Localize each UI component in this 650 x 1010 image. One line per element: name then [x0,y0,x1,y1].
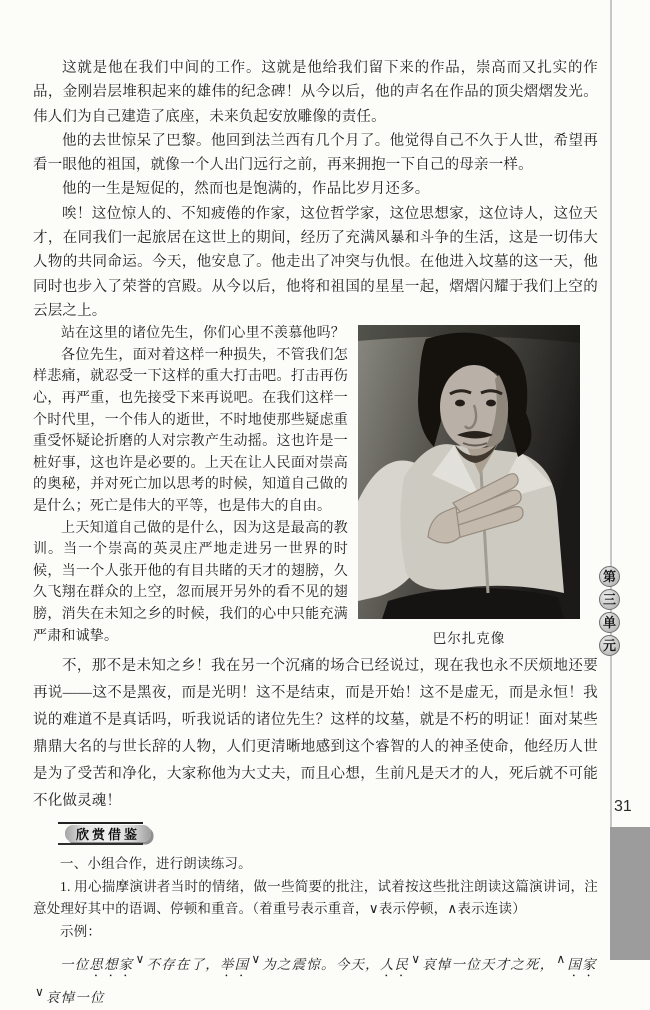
pause-mark: ∨ [411,952,421,967]
unit-badge-label: 单 [602,615,616,630]
paragraph: 上天知道自己做的是什么，因为这是最高的教训。当一个崇高的英灵庄严地走进另一世界的时候，当一个人张开他的有目共睹的天才的翅膀，久久飞翔在群众的上空，忽而展开另外的看不见的翅膀，消失在未知之乡的时候，我们的心中只能充满严肃和诚挚。 [33,520,348,644]
example-text: 举国 [219,957,250,973]
pause-mark: ∨ [35,985,44,1000]
sidebar-rule [610,0,612,827]
example-label: 示例： [60,923,102,939]
pause-mark: ∨ [251,952,261,967]
unit-badge [599,589,620,610]
corner-block [610,827,650,960]
example-text: 思想家 [89,957,134,973]
section-banner [55,822,185,847]
paragraph: 各位先生，面对着这样一种损失，不管我们怎样悲痛，就忍受一下这样的重大打击吧。打击再伤心，再严重，也先接受下来再说吧。在我们这样一个时代里，一个伟人的逝世，不时地使那些疑虑重重受怀疑论折磨的人对宗教产生动摇。这也许是一桩好事，这也许是必要的。上天在让人民面对崇高的奥秘，并对死亡加以思考的时候，知道自己做的是什么；死亡是伟大的平等，也是伟大的自由。 [33,347,348,515]
example-text: 不存在了， [146,957,220,973]
unit-tab [599,566,622,658]
page-number: 31 [614,798,632,815]
paragraph: 他的去世惊呆了巴黎。他回到法兰西有几个月了。他觉得自己不久于人世，希望再看一眼他的祖国，就像一个人出门远行之前，再来拥抱一下自己的母亲一样。 [33,132,598,174]
pause-mark: ∨ [135,952,145,967]
paragraph: 站在这里的诸位先生，你们心里不羡慕他吗？ [61,326,345,342]
example-text: 为之震惊。今天， [262,957,380,973]
example-text: 哀悼一位 [45,990,105,1006]
unit-badge [599,635,620,656]
banner-title: 欣赏借鉴 [75,826,140,842]
unit-badge [599,566,620,587]
example-text: 哀悼一位天才之死， [422,957,555,973]
exercise-item: 一、小组合作，进行朗读练习。 [60,856,252,872]
reading-example [33,947,598,1010]
example-text: 国家 [567,957,597,973]
unit-badge-label: 元 [602,638,616,653]
unit-badge-label: 三 [602,592,616,607]
paragraph: 唉！这位惊人的、不知疲倦的作家，这位哲学家，这位思想家，这位诗人，这位天才，在同我们一起旅居在这世上的期间，经历了充满风暴和斗争的生活，这是一切伟大人物的共同命运。今天，他安息了。他走出了冲突与仇恨。在他进入坟墓的这一天，他同时也步入了荣誉的宫殿。从今以后，他将和祖国的星星一起，熠熠闪耀于我们上空的云层之上。 [33,205,598,319]
exercise-section [33,853,598,1010]
paragraph: 他的一生是短促的，然而也是饱满的，作品比岁月还多。 [62,181,430,198]
figure-caption: 巴尔扎克像 [432,631,506,647]
exercise-item: 1. 用心揣摩演讲者当时的情绪，做一些简要的批注，试着按这些批注朗读这篇演讲词，注意处理好其中的语调、停顿和重音。（着重号表示重音，∨表示停顿，∧表示连读） [33,878,598,917]
balzac-portrait-figure [358,325,580,647]
banner-rule-bottom [58,843,143,845]
article [33,56,598,1010]
example-text: 人民 [379,957,410,973]
liaison-mark: ∧ [556,952,566,967]
example-text: 一位 [60,957,90,973]
banner-pill [65,825,151,842]
balzac-portrait-image [358,325,580,619]
unit-badge [599,612,620,633]
unit-badge-label: 第 [602,569,616,584]
paragraph: 这就是他在我们中间的工作。这就是他给我们留下来的作品，崇高而又扎实的作品，金刚岩层堆积起来的雄伟的纪念碑！从今以后，他的声名在作品的顶尖熠熠发光。伟人们为自己建造了底座，未来负起安放雕像的责任。 [33,60,598,125]
paragraph: 不，那不是未知之乡！我在另一个沉痛的场合已经说过，现在我也永不厌烦地还要再说——这不是黑夜，而是光明！这不是结束，而是开始！这不是虚无，而是永恒！我说的难道不是真话吗，听我说话的诸位先生？这样的坟墓，就是不朽的明证！面对某些鼎鼎大名的与世长辞的人物，人们更清晰地感到这个睿智的人的神圣使命，他经历人世是为了受苦和净化，大家称他为大丈夫，而且心想，生前凡是天才的人，死后就不可能不化做灵魂！ [33,658,598,810]
